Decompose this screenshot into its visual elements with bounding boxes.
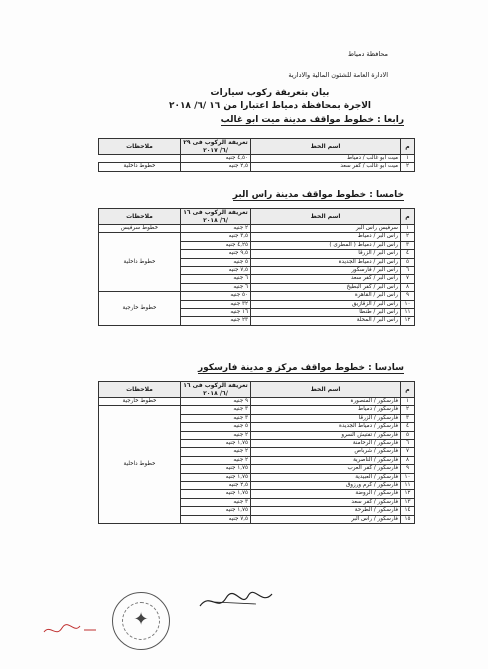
route-name: فارسكور / دمياط الجديدة xyxy=(251,423,401,431)
col-header-fare: تعريفة الركوب فى ١٦ /٦/ ٢٠١٨ xyxy=(181,382,251,398)
fare-value: ٥ جنيه xyxy=(181,423,251,431)
fare-value: ٩ جنيه xyxy=(181,398,251,406)
table-row xyxy=(99,292,415,300)
fare-value: ٢٣ جنيه xyxy=(181,317,251,325)
row-number: ١ xyxy=(401,225,415,233)
route-name: راس البر / كفر البطيخ xyxy=(251,283,401,291)
route-name: فارسكور / المنصورة xyxy=(251,398,401,406)
row-number: ٨ xyxy=(401,283,415,291)
table-row xyxy=(99,225,415,233)
fare-value: ٢,٥ جنيه xyxy=(181,482,251,490)
route-name: راس البر / الزرقا xyxy=(251,250,401,258)
row-number: ١٢ xyxy=(401,490,415,498)
official-seal xyxy=(112,592,170,650)
table-row xyxy=(99,398,415,406)
department-name: الادارة العامة للشئون المالية والادارية xyxy=(288,71,388,79)
table-header-row xyxy=(99,209,415,225)
route-name: راس البر / دمياط xyxy=(251,233,401,241)
fare-value: ٢ جنيه xyxy=(181,456,251,464)
col-header-number: م xyxy=(401,382,415,398)
col-header-notes: ملاحظات xyxy=(99,382,181,398)
route-category-note: خطوط داخلية xyxy=(99,163,181,171)
route-name: ميت ابو غالب / دمياط xyxy=(251,155,401,163)
fare-table-faraskur xyxy=(98,381,415,524)
col-header-notes: ملاحظات xyxy=(99,209,181,225)
col-header-number: م xyxy=(401,209,415,225)
route-name: فارسكور / كفر العرب xyxy=(251,465,401,473)
row-number: ٨ xyxy=(401,456,415,464)
route-name: راس البر / فارسكور xyxy=(251,267,401,275)
route-name: راس البر / الزقازيق xyxy=(251,300,401,308)
fare-value: ٦ جنيه xyxy=(181,283,251,291)
fare-value: ٣ جنيه xyxy=(181,406,251,414)
row-number: ١٠ xyxy=(401,300,415,308)
fare-value: ٥٠ جنيه xyxy=(181,292,251,300)
row-number: ٤ xyxy=(401,423,415,431)
section-title xyxy=(104,190,404,200)
fare-value: ٢ جنيه xyxy=(181,448,251,456)
route-name: راس البر / كفر سعد xyxy=(251,275,401,283)
row-number: ١٤ xyxy=(401,507,415,515)
fare-value: ٦ جنيه xyxy=(181,275,251,283)
route-category-note: خطوط خارجية xyxy=(99,398,181,406)
row-number: ٢ xyxy=(401,406,415,414)
fare-value: ١٦ جنيه xyxy=(181,309,251,317)
route-name: راس البر / دمياط ( المطرى ) xyxy=(251,241,401,249)
fare-value: ٤,٢٥ جنيه xyxy=(181,241,251,249)
route-category-note: خطوط داخلية xyxy=(99,233,181,292)
route-category-note: خطوط خارجية xyxy=(99,292,181,326)
row-number: ١١ xyxy=(401,482,415,490)
row-number: ٧ xyxy=(401,448,415,456)
route-name: راس البر / دمياط الجديدة xyxy=(251,258,401,266)
fare-value: ١,٧٥ جنيه xyxy=(181,440,251,448)
row-number: ٢ xyxy=(401,233,415,241)
table-row xyxy=(99,155,415,163)
table-row xyxy=(99,163,415,171)
row-number: ٤ xyxy=(401,250,415,258)
route-category-note: خطوط سرفيس xyxy=(99,225,181,233)
fare-value: ١,٧٥ جنيه xyxy=(181,473,251,481)
doc-title-line2: الاجرة بمحافظة دمياط اعتبارا من ١٦ /٦/ ٢٠١٨ xyxy=(168,101,372,111)
row-number: ٦ xyxy=(401,440,415,448)
table-row xyxy=(99,406,415,414)
section-title-text: رابعا : خطوط مواقف مدينة ميت ابو غالب xyxy=(220,115,404,125)
route-name: فارسكور / شرباص xyxy=(251,448,401,456)
row-number: ١٣ xyxy=(401,498,415,506)
fare-table-mit-abu-ghaleb xyxy=(98,138,415,172)
fare-value: ١,٧٥ جنيه xyxy=(181,465,251,473)
route-name: فارسكور / الرحامنة xyxy=(251,440,401,448)
route-name: فارسكور / الناصرية xyxy=(251,456,401,464)
col-header-route: اسم الخط xyxy=(251,209,401,225)
fare-value: ٣٢ جنيه xyxy=(181,300,251,308)
row-number: ١ xyxy=(401,398,415,406)
fare-value: ٢ جنيه xyxy=(181,225,251,233)
table-header-row xyxy=(99,139,415,155)
route-name: راس البر / طنطا xyxy=(251,309,401,317)
row-number: ١١ xyxy=(401,309,415,317)
route-name: فارسكور / الروضة xyxy=(251,490,401,498)
governorate-name: محافظة دمياط xyxy=(348,50,388,58)
row-number: ١٢ xyxy=(401,317,415,325)
fare-value: ٢ جنيه xyxy=(181,431,251,439)
fare-value: ٢,٥ جنيه xyxy=(181,163,251,171)
fare-value: ١,٧٥ جنيه xyxy=(181,490,251,498)
row-number: ٣ xyxy=(401,241,415,249)
row-number: ١ xyxy=(401,155,415,163)
table-header-row xyxy=(99,382,415,398)
route-name: فارسكور / الزرقا xyxy=(251,414,401,422)
row-number: ١٠ xyxy=(401,473,415,481)
row-number: ١٥ xyxy=(401,515,415,523)
doc-title-line1: بيان بتعريفة ركوب سيارات xyxy=(210,88,330,98)
row-number: ٧ xyxy=(401,275,415,283)
col-header-notes: ملاحظات xyxy=(99,139,181,155)
route-name: سرفيس راس البر xyxy=(251,225,401,233)
fare-value: ٧,٥ جنيه xyxy=(181,515,251,523)
section-title xyxy=(104,115,404,125)
fare-value: ٤,٥٠ جنيه xyxy=(181,155,251,163)
row-number: ٩ xyxy=(401,465,415,473)
route-name: فارسكور / كفر سعد xyxy=(251,498,401,506)
row-number: ٥ xyxy=(401,258,415,266)
col-header-route: اسم الخط xyxy=(251,382,401,398)
route-name: ميت ابو غالب / كفر سعد xyxy=(251,163,401,171)
route-category-note: خطوط داخلية xyxy=(99,406,181,524)
route-name: فارسكور / العبيدية xyxy=(251,473,401,481)
route-name: فارسكور / دمياط xyxy=(251,406,401,414)
row-number: ٥ xyxy=(401,431,415,439)
fare-value: ٣ جنيه xyxy=(181,414,251,422)
section-title-text: خامسا : خطوط مواقف مدينة راس البر xyxy=(232,190,404,200)
route-name: فارسكور / الطرحة xyxy=(251,507,401,515)
route-name: فارسكور / تفتيش السرو xyxy=(251,431,401,439)
col-header-route: اسم الخط xyxy=(251,139,401,155)
col-header-fare: تعريفة الركوب فى ٢٩ /٦/ ٢٠١٧ xyxy=(181,139,251,155)
section-title xyxy=(104,363,404,373)
section-title-text: سادسا : خطوط مواقف مركز و مدينة فارسكور xyxy=(197,363,404,373)
col-header-number: م xyxy=(401,139,415,155)
eagle-emblem-icon: ✦ xyxy=(133,609,149,630)
row-number: ٣ xyxy=(401,414,415,422)
row-number: ٩ xyxy=(401,292,415,300)
route-name: فارسكور / كرم ورزوق xyxy=(251,482,401,490)
fare-value: ٩,٥ جنيه xyxy=(181,250,251,258)
route-name: راس البر / المحلة xyxy=(251,317,401,325)
row-number: ٦ xyxy=(401,267,415,275)
col-header-fare: تعريفة الركوب فى ١٦ /٦/ ٢٠١٨ xyxy=(181,209,251,225)
fare-value: ٣,٥ جنيه xyxy=(181,233,251,241)
route-name: راس البر / القاهرة xyxy=(251,292,401,300)
route-name: فارسكور / راس البر xyxy=(251,515,401,523)
signature-scribble xyxy=(196,588,276,614)
fare-table-ras-el-bar xyxy=(98,208,415,326)
table-row xyxy=(99,233,415,241)
fare-value: ٣ جنيه xyxy=(181,498,251,506)
red-initials-scribble xyxy=(40,620,100,640)
fare-value: ٧,٥ جنيه xyxy=(181,267,251,275)
row-number: ٢ xyxy=(401,163,415,171)
fare-value: ٥ جنيه xyxy=(181,258,251,266)
fare-value: ١,٧٥ جنيه xyxy=(181,507,251,515)
